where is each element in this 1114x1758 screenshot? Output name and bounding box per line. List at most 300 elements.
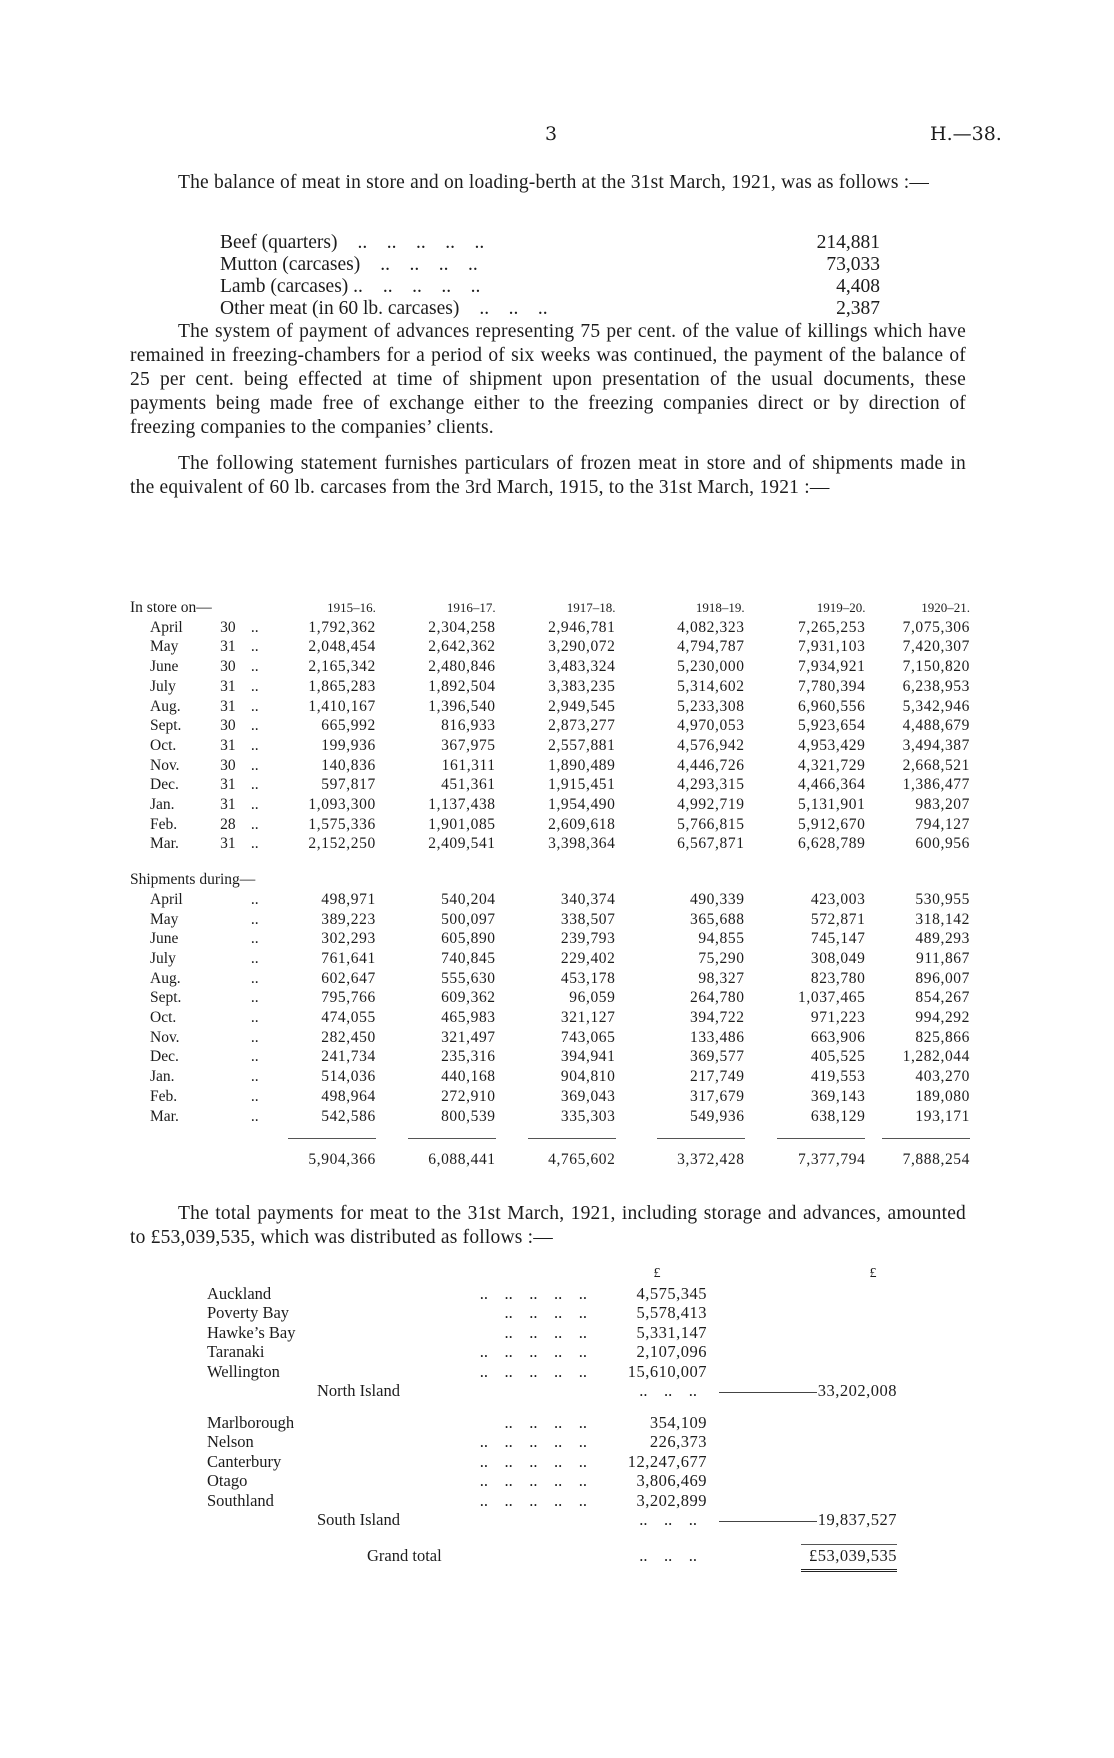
- region-value: 3,202,899: [636, 1490, 707, 1510]
- leader-dots: ..: [250, 930, 259, 948]
- cell-value: 7,934,921: [798, 658, 866, 676]
- region-name: Nelson: [207, 1432, 254, 1451]
- region-row: [207, 1323, 897, 1343]
- cell-value: 193,171: [915, 1107, 970, 1125]
- double-underline: [801, 1569, 897, 1572]
- shipment-row: [130, 1028, 970, 1048]
- leader-dots: .. .. .. ..: [504, 1412, 587, 1432]
- cell-value: 365,688: [689, 910, 745, 928]
- cell-value: 6,238,953: [902, 677, 970, 695]
- day-label: 31: [220, 638, 236, 656]
- sum-rule: [657, 1138, 745, 1139]
- leader-dots: .. .. .. .. ..: [357, 232, 485, 253]
- region-name: Auckland: [207, 1283, 272, 1303]
- cell-value: 4,488,679: [902, 717, 970, 735]
- cell-value: 318,142: [915, 910, 970, 928]
- cell-value: 4,466,364: [798, 776, 866, 794]
- in-store-row: [130, 756, 970, 776]
- leader-dots: ..: [250, 776, 259, 794]
- cell-value: 1,892,504: [428, 677, 496, 695]
- leader-dots: ..: [250, 969, 259, 987]
- region-row: [207, 1432, 897, 1452]
- region-row: [207, 1413, 897, 1433]
- sum-rule: [777, 1138, 865, 1139]
- cell-value: 335,303: [560, 1107, 616, 1125]
- cell-value: 638,129: [810, 1107, 866, 1125]
- cell-value: 1,137,438: [428, 796, 496, 814]
- leader-dots: ..: [250, 756, 259, 774]
- year-header: 1917–18.: [566, 600, 616, 615]
- currency-symbol: £: [653, 1266, 661, 1281]
- cell-value: 229,402: [560, 949, 616, 967]
- in-store-row: [130, 716, 970, 736]
- cell-value: 7,150,820: [902, 658, 970, 676]
- cell-value: 6,960,556: [798, 697, 866, 715]
- cell-value: 7,931,103: [798, 638, 866, 656]
- leader-dots: ..: [250, 1107, 259, 1125]
- cell-value: 743,065: [560, 1028, 616, 1046]
- cell-value: 389,223: [321, 910, 376, 928]
- shipment-row: [130, 1087, 970, 1107]
- leader-dots: ..: [250, 1068, 259, 1086]
- region-value: 354,109: [649, 1412, 707, 1432]
- month-label: Sept.: [150, 717, 182, 735]
- cell-value: 971,223: [810, 1009, 866, 1027]
- year-header: 1919–20.: [816, 600, 866, 615]
- month-label: May: [150, 638, 179, 656]
- leader-dots: ..: [250, 677, 259, 695]
- subtotal-value: 19,837,527: [817, 1510, 897, 1529]
- cell-value: 1,575,336: [308, 815, 376, 833]
- cell-value: 2,304,258: [428, 618, 496, 636]
- sum-rule: [408, 1138, 496, 1139]
- in-store-row: [130, 815, 970, 835]
- subtotal-row: [207, 1381, 897, 1401]
- cell-value: 665,992: [321, 717, 376, 735]
- statement-paragraph: The following statement furnishes particulars of frozen meat in store and of shipments made in the equivalent of 60 lb. carcases from the 3rd March, 1915, to the 31st March, 1921 :—: [130, 453, 966, 498]
- shipment-row: [130, 890, 970, 910]
- cell-value: 394,941: [560, 1048, 616, 1066]
- leader-dots: .. .. ..: [639, 1510, 697, 1529]
- subtotal-value: 33,202,008: [817, 1381, 897, 1400]
- cell-value: 795,766: [321, 989, 376, 1007]
- leader-dots: ..: [250, 815, 259, 833]
- cell-value: 994,292: [915, 1009, 970, 1027]
- currency-symbol: £: [869, 1266, 877, 1281]
- region-row: [207, 1303, 897, 1323]
- cell-value: 75,290: [698, 949, 745, 967]
- cell-value: 5,233,308: [677, 697, 745, 715]
- cell-value: 405,525: [810, 1048, 866, 1066]
- region-row: [207, 1491, 897, 1511]
- cell-value: 2,609,618: [548, 815, 616, 833]
- region-value: 2,107,096: [636, 1342, 707, 1361]
- meat-balance-list: [220, 232, 880, 320]
- year-header: 1920–21.: [921, 600, 970, 615]
- subtotal-label: North Island: [317, 1381, 400, 1400]
- cell-value: 1,410,167: [308, 697, 376, 715]
- leader-dots: .. .. ..: [639, 1381, 697, 1400]
- shipments-label: Shipments during—: [130, 871, 256, 889]
- frozen-meat-statement-table: [130, 598, 970, 1170]
- cell-value: 490,339: [689, 890, 745, 908]
- total-value: 4,765,602: [548, 1151, 616, 1169]
- cell-value: 2,480,846: [428, 658, 496, 676]
- month-label: Nov.: [150, 1028, 180, 1046]
- cell-value: 369,143: [810, 1087, 866, 1105]
- cell-value: 4,446,726: [677, 756, 745, 774]
- cell-value: 2,873,277: [548, 717, 616, 735]
- cell-value: 1,901,085: [428, 815, 496, 833]
- cell-value: 140,836: [321, 756, 376, 774]
- cell-value: 794,127: [915, 815, 970, 833]
- cell-value: 740,845: [441, 949, 496, 967]
- leader-dots: .. .. ..: [479, 298, 548, 319]
- shipment-row: [130, 1107, 970, 1127]
- cell-value: 369,043: [560, 1087, 616, 1105]
- balance-value: 214,881: [816, 232, 880, 253]
- cell-value: 474,055: [321, 1009, 376, 1027]
- cell-value: 2,946,781: [548, 618, 616, 636]
- shipments-header-row: [130, 870, 970, 890]
- totals-row: [130, 1150, 970, 1170]
- shipment-row: [130, 1047, 970, 1067]
- cell-value: 235,316: [441, 1048, 496, 1066]
- cell-value: 3,494,387: [902, 736, 970, 754]
- day-label: 31: [220, 677, 236, 695]
- month-label: Dec.: [150, 776, 179, 794]
- cell-value: 302,293: [321, 930, 376, 948]
- month-label: May: [150, 910, 179, 928]
- shipment-row: [130, 988, 970, 1008]
- sum-rule: [719, 1392, 817, 1393]
- cell-value: 1,282,044: [902, 1048, 970, 1066]
- leader-dots: .. .. .. ..: [504, 1322, 587, 1342]
- cell-value: 530,955: [915, 890, 970, 908]
- year-header: 1916–17.: [446, 600, 496, 615]
- in-store-row: [130, 775, 970, 795]
- month-label: Mar.: [150, 835, 179, 853]
- cell-value: 1,954,490: [548, 796, 616, 814]
- region-name: Canterbury: [207, 1451, 282, 1471]
- leader-dots: ..: [250, 1087, 259, 1105]
- cell-value: 4,293,315: [677, 776, 745, 794]
- spacer-row: [130, 854, 970, 870]
- cell-value: 199,936: [321, 736, 376, 754]
- cell-value: 419,553: [810, 1068, 866, 1086]
- leader-dots: ..: [250, 658, 259, 676]
- day-label: 30: [220, 756, 236, 774]
- cell-value: 94,855: [698, 930, 745, 948]
- shipment-row: [130, 1067, 970, 1087]
- in-store-row: [130, 677, 970, 697]
- cell-value: 549,936: [689, 1107, 745, 1125]
- payment-distribution: [207, 1264, 897, 1572]
- cell-value: 189,080: [915, 1087, 970, 1105]
- month-label: Dec.: [150, 1048, 179, 1066]
- cell-value: 4,970,053: [677, 717, 745, 735]
- leader-dots: .. .. .. .. ..: [479, 1471, 587, 1490]
- cell-value: 1,386,477: [902, 776, 970, 794]
- cell-value: 500,097: [441, 910, 496, 928]
- grand-total-rule-row: [207, 1530, 897, 1546]
- day-label: 31: [220, 796, 236, 814]
- in-store-row: [130, 657, 970, 677]
- cell-value: 241,734: [321, 1048, 376, 1066]
- cell-value: 1,865,283: [308, 677, 376, 695]
- grand-total-value: £53,039,535: [809, 1545, 897, 1565]
- region-value: 5,578,413: [636, 1303, 707, 1322]
- cell-value: 369,577: [689, 1048, 745, 1066]
- region-name: Poverty Bay: [207, 1303, 290, 1322]
- advances-paragraph: The system of payment of advances representing 75 per cent. of the value of killings which have remained in freezing-chambers for a period of six weeks was continued, the payment of the balance of 25 per cent. being effected at time of shipment upon presentation of the usual documents, these payments being made free of exchange either to the freezing companies direct or by direction of freezing companies to the companies’ clients.: [130, 321, 966, 438]
- cell-value: 489,293: [915, 930, 970, 948]
- leader-dots: .. .. .. .. ..: [479, 1283, 587, 1303]
- day-label: 31: [220, 776, 236, 794]
- cell-value: 2,048,454: [308, 638, 376, 656]
- cell-value: 4,953,429: [798, 736, 866, 754]
- region-name: Southland: [207, 1490, 274, 1510]
- cell-value: 609,362: [441, 989, 496, 1007]
- rule-row: [130, 1126, 970, 1150]
- cell-value: 602,647: [321, 969, 376, 987]
- cell-value: 5,912,670: [798, 815, 866, 833]
- grand-total-label: Grand total: [367, 1545, 442, 1565]
- cell-value: 823,780: [810, 969, 866, 987]
- cell-value: 4,992,719: [677, 796, 745, 814]
- balance-row: [220, 276, 880, 298]
- month-label: Jan.: [150, 796, 175, 814]
- cell-value: 403,270: [915, 1068, 970, 1086]
- balance-value: 2,387: [836, 298, 880, 319]
- cell-value: 5,131,901: [798, 796, 866, 814]
- table-header-row: [130, 598, 970, 618]
- cell-value: 2,949,545: [548, 697, 616, 715]
- region-row: [207, 1452, 897, 1472]
- day-label: 30: [220, 618, 236, 636]
- leader-dots: ..: [250, 989, 259, 1007]
- cell-value: 1,396,540: [428, 697, 496, 715]
- in-store-label: In store on—: [130, 599, 212, 616]
- leader-dots: ..: [250, 1028, 259, 1046]
- cell-value: 745,147: [810, 930, 866, 948]
- cell-value: 321,497: [441, 1028, 496, 1046]
- region-value: 15,610,007: [627, 1361, 707, 1381]
- region-row: [207, 1471, 897, 1491]
- currency-header-row: [207, 1264, 897, 1284]
- leader-dots: ..: [250, 638, 259, 656]
- total-value: 5,904,366: [308, 1151, 376, 1169]
- cell-value: 308,049: [810, 949, 866, 967]
- shipment-row: [130, 910, 970, 930]
- leader-dots: .. .. ..: [639, 1545, 697, 1565]
- cell-value: 451,361: [441, 776, 496, 794]
- cell-value: 498,964: [321, 1087, 376, 1105]
- grand-total-row: [207, 1546, 897, 1566]
- leader-dots: .. .. .. ..: [504, 1303, 587, 1322]
- leader-dots: ..: [250, 910, 259, 928]
- sum-rule: [719, 1521, 817, 1522]
- subtotal-label: South Island: [317, 1510, 400, 1529]
- leader-dots: .. .. .. .. ..: [479, 1451, 587, 1471]
- cell-value: 572,871: [810, 910, 866, 928]
- cell-value: 423,003: [810, 890, 866, 908]
- balance-row: [220, 232, 880, 254]
- month-label: Jan.: [150, 1068, 175, 1086]
- cell-value: 983,207: [915, 796, 970, 814]
- cell-value: 1,890,489: [548, 756, 616, 774]
- cell-value: 1,915,451: [548, 776, 616, 794]
- cell-value: 394,722: [689, 1009, 745, 1027]
- total-value: 7,888,254: [902, 1151, 970, 1169]
- cell-value: 217,749: [689, 1068, 745, 1086]
- leader-dots: ..: [250, 796, 259, 814]
- cell-value: 7,265,253: [798, 618, 866, 636]
- cell-value: 453,178: [560, 969, 616, 987]
- total-value: 6,088,441: [428, 1151, 496, 1169]
- leader-dots: ..: [250, 1009, 259, 1027]
- region-row: [207, 1362, 897, 1382]
- sum-rule: [528, 1138, 616, 1139]
- day-label: 30: [220, 717, 236, 735]
- leader-dots: .. .. .. ..: [382, 276, 481, 297]
- total-value: 3,372,428: [677, 1151, 745, 1169]
- leader-dots: ..: [250, 890, 259, 908]
- cell-value: 7,420,307: [902, 638, 970, 656]
- cell-value: 5,923,654: [798, 717, 866, 735]
- cell-value: 605,890: [441, 930, 496, 948]
- year-header: 1918–19.: [695, 600, 745, 615]
- month-label: Feb.: [150, 815, 178, 833]
- leader-dots: .. .. .. ..: [380, 254, 478, 275]
- shipment-row: [130, 929, 970, 949]
- intro-paragraph: The balance of meat in store and on loading-berth at the 31st March, 1921, was as follows :—: [178, 172, 930, 193]
- cell-value: 96,059: [569, 989, 616, 1007]
- cell-value: 4,576,942: [677, 736, 745, 754]
- leader-dots: ..: [250, 949, 259, 967]
- month-label: July: [150, 949, 176, 967]
- cell-value: 3,483,324: [548, 658, 616, 676]
- balance-label: Beef (quarters) .. .. .. .. ..: [220, 232, 485, 253]
- cell-value: 540,204: [441, 890, 496, 908]
- cell-value: 367,975: [441, 736, 496, 754]
- month-label: Nov.: [150, 756, 180, 774]
- month-label: April: [150, 618, 183, 636]
- month-label: Aug.: [150, 697, 181, 715]
- subtotal-row: [207, 1510, 897, 1530]
- month-label: Feb.: [150, 1087, 178, 1105]
- cell-value: 854,267: [915, 989, 970, 1007]
- total-value: 7,377,794: [798, 1151, 866, 1169]
- region-value: 3,806,469: [636, 1471, 707, 1490]
- region-row: [207, 1284, 897, 1304]
- cell-value: 2,152,250: [308, 835, 376, 853]
- document-reference: H.—38.: [930, 123, 1002, 145]
- cell-value: 338,507: [560, 910, 616, 928]
- leader-dots: .. .. .. .. ..: [479, 1342, 587, 1361]
- cell-value: 98,327: [698, 969, 745, 987]
- cell-value: 2,642,362: [428, 638, 496, 656]
- cell-value: 5,230,000: [677, 658, 745, 676]
- payments-paragraph: The total payments for meat to the 31st March, 1921, including storage and advances, amounted to £53,039,535, which was distributed as follows :—: [130, 1203, 966, 1248]
- cell-value: 911,867: [916, 949, 970, 967]
- day-label: 28: [220, 815, 236, 833]
- cell-value: 2,557,881: [548, 736, 616, 754]
- cell-value: 272,910: [441, 1087, 496, 1105]
- balance-label: Lamb (carcases) .. .. .. .. ..: [220, 276, 481, 297]
- cell-value: 555,630: [441, 969, 496, 987]
- month-label: Mar.: [150, 1107, 179, 1125]
- region-name: Marlborough: [207, 1412, 295, 1432]
- cell-value: 1,792,362: [308, 618, 376, 636]
- year-header: 1915–16.: [327, 600, 376, 615]
- shipment-row: [130, 949, 970, 969]
- page-number: 3: [545, 123, 558, 145]
- cell-value: 3,383,235: [548, 677, 616, 695]
- leader-dots: ..: [250, 736, 259, 754]
- cell-value: 340,374: [560, 890, 616, 908]
- region-name: Wellington: [207, 1361, 280, 1381]
- day-label: 31: [220, 697, 236, 715]
- cell-value: 4,082,323: [677, 618, 745, 636]
- leader-dots: ..: [250, 717, 259, 735]
- region-name: Otago: [207, 1471, 248, 1490]
- month-label: April: [150, 890, 183, 908]
- in-store-row: [130, 795, 970, 815]
- sum-rule: [801, 1544, 897, 1545]
- cell-value: 498,971: [321, 890, 376, 908]
- leader-dots: .. .. .. .. ..: [479, 1490, 587, 1510]
- leader-dots: ..: [250, 1048, 259, 1066]
- sum-rule: [882, 1138, 970, 1139]
- balance-value: 4,408: [836, 276, 880, 297]
- month-label: June: [150, 930, 179, 948]
- balance-row: [220, 254, 880, 276]
- cell-value: 597,817: [321, 776, 376, 794]
- cell-value: 514,036: [321, 1068, 376, 1086]
- cell-value: 264,780: [689, 989, 745, 1007]
- cell-value: 3,290,072: [548, 638, 616, 656]
- cell-value: 133,486: [689, 1028, 745, 1046]
- cell-value: 761,641: [321, 949, 376, 967]
- region-row: [207, 1342, 897, 1362]
- month-label: Aug.: [150, 969, 181, 987]
- cell-value: 600,956: [915, 835, 970, 853]
- in-store-row: [130, 697, 970, 717]
- cell-value: 6,567,871: [677, 835, 745, 853]
- cell-value: 161,311: [441, 756, 496, 774]
- balance-label: Other meat (in 60 lb. carcases) .. .. ..: [220, 298, 548, 319]
- in-store-row: [130, 637, 970, 657]
- leader-dots: .. .. .. .. ..: [479, 1432, 587, 1451]
- cell-value: 2,409,541: [428, 835, 496, 853]
- cell-value: 3,398,364: [548, 835, 616, 853]
- cell-value: 1,093,300: [308, 796, 376, 814]
- cell-value: 440,168: [441, 1068, 496, 1086]
- cell-value: 5,766,815: [677, 815, 745, 833]
- cell-value: 663,906: [810, 1028, 866, 1046]
- balance-row: [220, 298, 880, 320]
- cell-value: 321,127: [560, 1009, 616, 1027]
- day-label: 31: [220, 736, 236, 754]
- day-label: 30: [220, 658, 236, 676]
- region-value: 12,247,677: [627, 1451, 707, 1471]
- leader-dots: ..: [250, 835, 259, 853]
- sum-rule: [288, 1138, 376, 1139]
- cell-value: 542,586: [321, 1107, 376, 1125]
- day-label: 31: [220, 835, 236, 853]
- region-name: Hawke’s Bay: [207, 1322, 296, 1342]
